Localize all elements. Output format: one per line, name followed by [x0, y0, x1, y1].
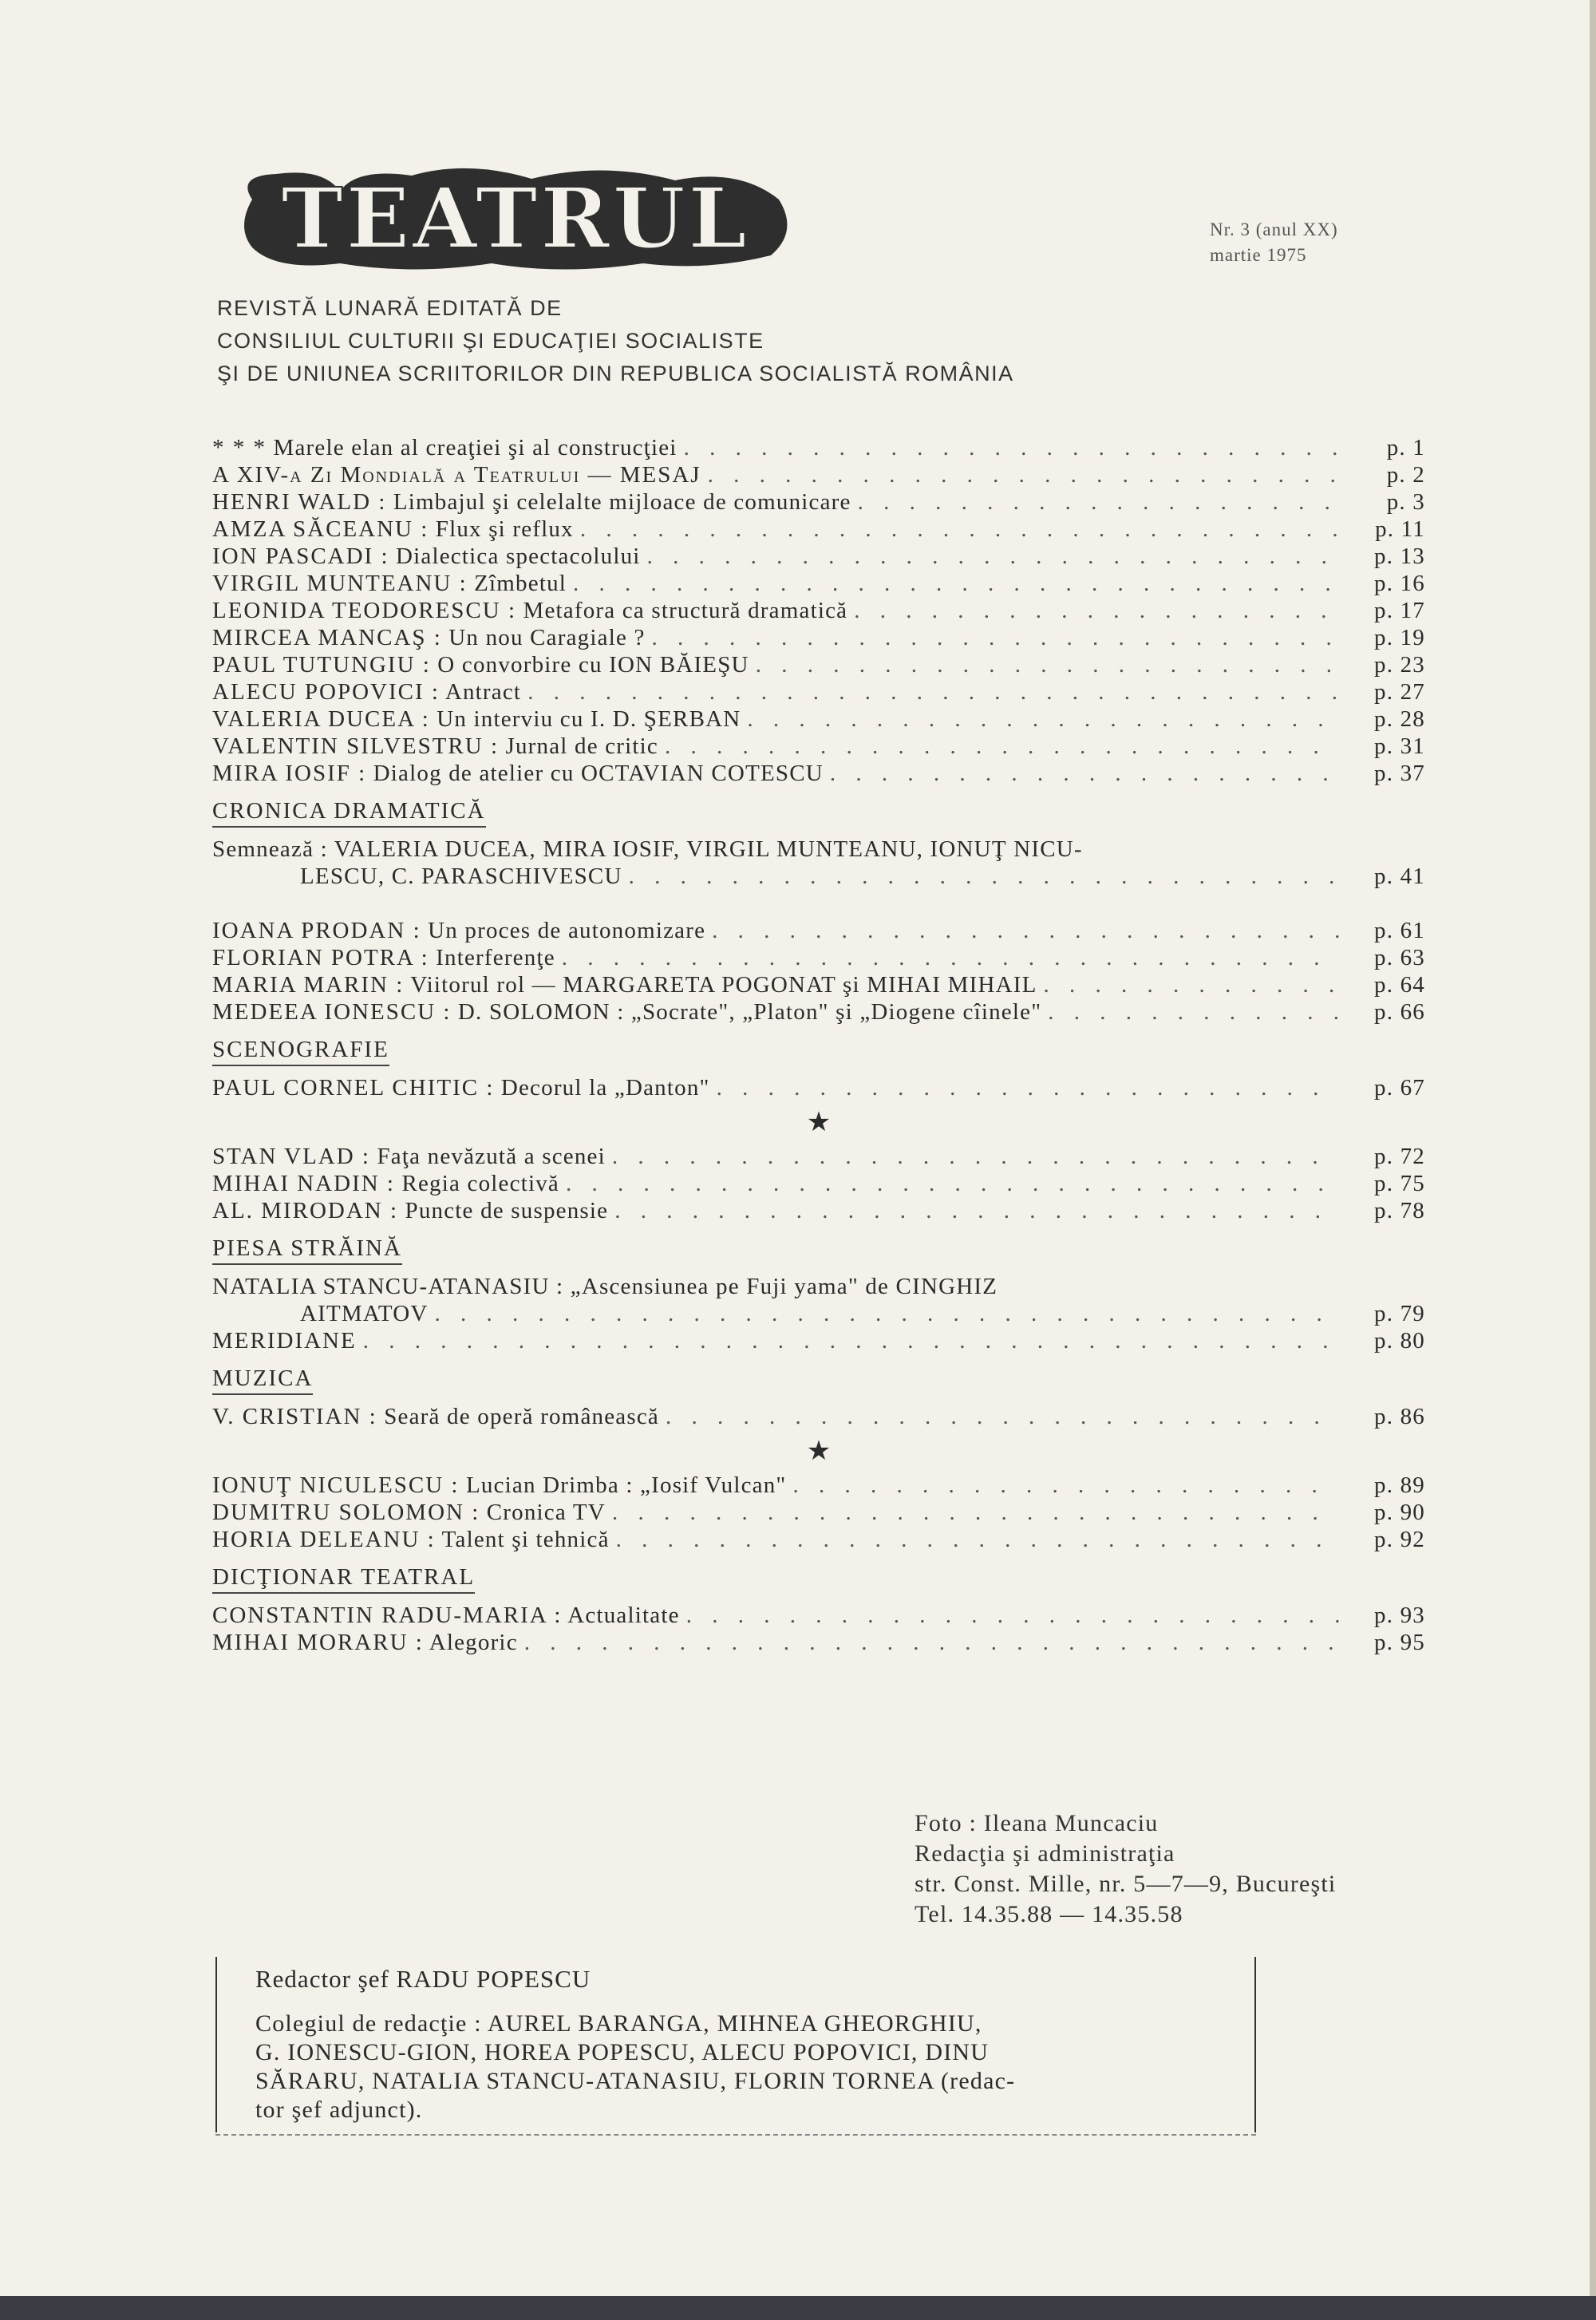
toc-leader: [756, 651, 1339, 678]
toc-entry[interactable]: [212, 998, 1425, 1026]
toc-entry[interactable]: [212, 1526, 1425, 1553]
toc-title: Flux şi reflux: [435, 516, 574, 542]
toc-page: p. 37: [1374, 761, 1425, 786]
college-line: G. IONESCU-GION, HOREA POPESCU, ALECU POPOVICI, DINU: [255, 2039, 990, 2065]
logo-text: TEATRUL: [281, 169, 750, 267]
toc-entry[interactable]: [212, 543, 1425, 570]
toc-leader: [652, 624, 1339, 651]
toc-title: LESCU, C. PARASCHIVESCU: [300, 864, 622, 889]
toc-author: AMZA SĂCEANU :: [212, 516, 429, 542]
toc-title: Actualitate: [567, 1603, 680, 1628]
toc-leader: [614, 1197, 1339, 1224]
toc-leader: [1044, 971, 1340, 998]
toc-entry[interactable]: [212, 461, 1425, 488]
toc-author: MIHAI NADIN :: [212, 1171, 395, 1196]
toc-entry[interactable]: [212, 1602, 1425, 1629]
toc-entry[interactable]: [212, 1143, 1425, 1170]
toc-title: Puncte de suspensie: [405, 1198, 609, 1223]
star-icon: ★: [806, 1437, 832, 1466]
section-heading-dictionar: DICŢIONAR TEATRAL: [212, 1564, 475, 1594]
toc-title: Alegoric: [429, 1630, 518, 1655]
toc-page: p. 93: [1374, 1603, 1425, 1628]
section-heading-scenografie: SCENOGRAFIE: [212, 1037, 389, 1066]
toc-leader: [717, 1074, 1339, 1101]
toc-leader: [708, 461, 1339, 488]
signatories-line: Semnează : VALERIA DUCEA, MIRA IOSIF, VIRGIL MUNTEANU, IONUŢ NICU-: [212, 836, 1083, 862]
toc-entry[interactable]: [212, 1197, 1425, 1224]
toc-author: AL. MIRODAN :: [212, 1198, 399, 1223]
toc-page: p. 41: [1374, 864, 1425, 889]
toc-entry[interactable]: [212, 944, 1425, 971]
toc-page: p. 75: [1374, 1171, 1425, 1196]
toc-entry[interactable]: [212, 1499, 1425, 1526]
toc-leader: [612, 1143, 1339, 1170]
toc-leader: [435, 1300, 1339, 1327]
toc-author: ION PASCADI :: [212, 543, 389, 569]
toc-author: ALECU POPOVICI :: [212, 679, 440, 705]
toc-page: p. 61: [1374, 918, 1425, 943]
toc-author: VALERIA DUCEA :: [212, 706, 430, 732]
toc-entry[interactable]: [212, 1472, 1425, 1499]
toc-leader: [573, 570, 1339, 597]
toc-page: p. 11: [1375, 516, 1425, 542]
college-line: Colegiul de redacţie : AUREL BARANGA, MIHNEA GHEORGHIU,: [255, 2010, 982, 2037]
subtitle-line: CONSILIUL CULTURII ŞI EDUCAŢIEI SOCIALISTE: [217, 329, 764, 353]
toc-author: * * *: [212, 435, 267, 460]
section-heading-piesa: PIESA STRĂINĂ: [212, 1235, 402, 1265]
toc-page: p. 89: [1374, 1472, 1425, 1498]
toc-leader: [686, 1602, 1339, 1629]
toc-page: p. 31: [1374, 733, 1425, 759]
toc-author: A XIV-a Zi Mondială a Teatrului — MESAJ: [212, 462, 701, 488]
toc-title: O convorbire cu ION BĂIEŞU: [437, 652, 749, 678]
address: str. Const. Mille, nr. 5—7—9, Bucureşti: [915, 1871, 1337, 1897]
editorial-office: Redacţia şi administraţia: [915, 1840, 1175, 1867]
toc-author: MIRCEA MANCAŞ :: [212, 625, 442, 650]
toc-entry[interactable]: [212, 1403, 1425, 1430]
toc-entry[interactable]: [212, 434, 1425, 461]
toc-leader: [612, 1499, 1339, 1526]
publisher-subtitle: [217, 292, 1014, 390]
toc-entry[interactable]: [212, 516, 1425, 543]
toc-entry[interactable]: [212, 733, 1425, 760]
logo-graphic: [228, 152, 803, 279]
editorial-board: [215, 1957, 1256, 2132]
cronica-signatories[interactable]: [212, 836, 1425, 890]
toc-title: Dialog de atelier cu OCTAVIAN COTESCU: [373, 761, 824, 786]
editorial-college: [255, 2010, 1216, 2124]
toc-page: p. 63: [1374, 945, 1425, 970]
toc-leader: [524, 1629, 1339, 1656]
toc-leader: [666, 1403, 1339, 1430]
piesa-entry[interactable]: [212, 1273, 1425, 1327]
toc-author: HORIA DELEANU :: [212, 1527, 436, 1552]
signatories-line-2: [212, 863, 1425, 890]
toc-page: p. 66: [1374, 999, 1425, 1025]
toc-title: Interferenţe: [436, 945, 555, 970]
toc-title: AITMATOV: [300, 1301, 429, 1326]
editor-in-chief: Redactor şef RADU POPESCU: [255, 1965, 591, 1993]
toc-author: MIHAI MORARU :: [212, 1630, 424, 1655]
college-line: tor şef adjunct).: [255, 2097, 423, 2123]
toc-leader: [566, 1170, 1339, 1197]
toc-title: Metafora ca structură dramatică: [523, 598, 848, 623]
toc-author: PAUL CORNEL CHITIC :: [212, 1075, 495, 1101]
toc-leader: [363, 1327, 1339, 1354]
toc-leader: [684, 434, 1339, 461]
star-icon: ★: [806, 1108, 832, 1137]
toc-page: p. 90: [1374, 1500, 1425, 1525]
toc-title: Un nou Caragiale ?: [448, 625, 646, 650]
toc-author: V. CRISTIAN :: [212, 1404, 377, 1429]
toc-title: Faţa nevăzută a scenei: [377, 1144, 606, 1169]
toc-title: Un interviu cu I. D. ŞERBAN: [437, 706, 741, 732]
toc-title: Talent şi tehnică: [441, 1527, 610, 1552]
toc-title: D. SOLOMON : „Socrate", „Platon" şi „Diogene cîinele": [457, 999, 1042, 1025]
toc-author: MIRA IOSIF :: [212, 761, 367, 786]
section-heading-muzica: MUZICA: [212, 1366, 313, 1395]
subtitle-line: ŞI DE UNIUNEA SCRIITORILOR DIN REPUBLICA SOCIALISTĂ ROMÂNIA: [217, 362, 1014, 385]
toc-page: p. 16: [1374, 571, 1425, 596]
toc-author: STAN VLAD :: [212, 1144, 370, 1169]
toc-page: p. 78: [1374, 1198, 1425, 1223]
toc-leader: [629, 863, 1339, 890]
toc-page: p. 95: [1374, 1630, 1425, 1655]
toc-author: PAUL TUTUNGIU :: [212, 652, 431, 678]
toc-title: Limbajul şi celelalte mijloace de comunicare: [393, 489, 851, 515]
spacer: [212, 890, 1425, 917]
toc-page: p. 67: [1374, 1075, 1425, 1101]
toc-author: VIRGIL MUNTEANU :: [212, 571, 468, 596]
toc-title: Dialectica spectacolului: [395, 543, 641, 569]
toc-page: p. 86: [1374, 1404, 1425, 1429]
subtitle-line: REVISTĂ LUNARĂ EDITATĂ DE: [217, 296, 563, 320]
toc-title: Zîmbetul: [474, 571, 567, 596]
piesa-line: NATALIA STANCU-ATANASIU : „Ascensiunea pe Fuji yama" de CINGHIZ: [212, 1274, 998, 1299]
toc-page: p. 72: [1374, 1144, 1425, 1169]
toc-page: p. 92: [1374, 1527, 1425, 1552]
toc-title: Un proces de autonomizare: [428, 918, 706, 943]
toc-leader: [830, 760, 1339, 787]
issue-info: [1210, 217, 1338, 268]
toc-author: VALENTIN SILVESTRU :: [212, 733, 500, 759]
toc-entry[interactable]: [212, 678, 1425, 705]
toc-title: Viitorul rol — MARGARETA POGONAT şi MIHAI MIHAIL: [410, 972, 1037, 998]
toc-title: Jurnal de critic: [505, 733, 658, 759]
scan-border: [0, 2296, 1596, 2320]
toc-title: Decorul la „Danton": [500, 1075, 710, 1101]
toc-entry[interactable]: [212, 597, 1425, 624]
credits-block: [915, 1808, 1336, 1930]
toc-leader: [1048, 998, 1339, 1026]
toc-page: p. 19: [1374, 625, 1425, 650]
toc-title: Antract: [444, 679, 522, 705]
toc-leader: [562, 944, 1339, 971]
toc-entry[interactable]: [212, 917, 1425, 944]
phone: Tel. 14.35.88 — 14.35.58: [915, 1901, 1183, 1927]
toc-page: p. 3: [1386, 489, 1425, 515]
toc-entry[interactable]: [212, 1074, 1425, 1101]
masthead-logo: [228, 152, 803, 279]
toc-author: MEDEEA IONESCU :: [212, 999, 452, 1025]
toc-entry[interactable]: [212, 971, 1425, 998]
piesa-line-2: [212, 1300, 1425, 1327]
toc-entry[interactable]: [212, 705, 1425, 733]
toc-leader: [858, 488, 1339, 516]
toc-leader: [792, 1472, 1339, 1499]
toc-page: p. 28: [1374, 706, 1425, 732]
toc-title: MERIDIANE: [212, 1328, 357, 1354]
toc-title: Seară de operă românească: [384, 1404, 659, 1429]
college-line: SĂRARU, NATALIA STANCU-ATANASIU, FLORIN TORNEA (redac-: [255, 2068, 1016, 2094]
toc-entry[interactable]: [212, 1629, 1425, 1656]
toc-leader: [712, 917, 1339, 944]
toc-entry[interactable]: [212, 624, 1425, 651]
toc-leader: [527, 678, 1339, 705]
toc-title: Marele elan al creaţiei şi al construcţiei: [273, 435, 678, 460]
toc-intro: [212, 434, 1425, 787]
toc-entry[interactable]: [212, 651, 1425, 678]
photo-credit: Foto : Ileana Muncaciu: [915, 1810, 1159, 1836]
toc-page: p. 13: [1374, 543, 1425, 569]
toc-page: p. 80: [1374, 1328, 1425, 1354]
toc-author: LEONIDA TEODORESCU :: [212, 598, 517, 623]
page-edge: [1590, 0, 1596, 2320]
toc-leader: [854, 597, 1339, 624]
toc-entry[interactable]: [212, 570, 1425, 597]
toc-leader: [647, 543, 1339, 570]
toc-author: MARIA MARIN :: [212, 972, 405, 998]
toc-page: p. 64: [1374, 972, 1425, 998]
toc-author: DUMITRU SOLOMON :: [212, 1500, 480, 1525]
toc-entry[interactable]: [212, 488, 1425, 516]
toc-author: HENRI WALD :: [212, 489, 387, 515]
issue-number: Nr. 3 (anul XX): [1210, 219, 1338, 239]
toc-title: Cronica TV: [486, 1500, 606, 1525]
toc-title: Regia colectivă: [401, 1171, 559, 1196]
toc-page: p. 23: [1374, 652, 1425, 678]
toc-page: p. 1: [1386, 435, 1425, 460]
toc-author: CONSTANTIN RADU-MARIA :: [212, 1603, 563, 1628]
toc-author: IONUŢ NICULESCU :: [212, 1472, 460, 1498]
board-divider: [215, 2134, 1256, 2136]
toc-entry-meridiane[interactable]: [212, 1327, 1425, 1354]
toc-title: Lucian Drimba : „Iosif Vulcan": [465, 1472, 787, 1498]
toc-leader: [747, 705, 1339, 733]
issue-date: martie 1975: [1210, 245, 1307, 265]
toc-entry[interactable]: [212, 1170, 1425, 1197]
toc-leader: [665, 733, 1339, 760]
toc-leader: [616, 1526, 1339, 1553]
toc-page: p. 2: [1386, 462, 1425, 488]
toc-author: FLORIAN POTRA :: [212, 945, 429, 970]
section-heading-cronica: CRONICA DRAMATICĂ: [212, 798, 486, 828]
toc-page: p. 17: [1374, 598, 1425, 623]
toc-author: IOANA PRODAN :: [212, 918, 421, 943]
toc-leader: [580, 516, 1339, 543]
toc-entry[interactable]: [212, 760, 1425, 787]
table-of-contents: [212, 434, 1425, 1656]
toc-page: p. 79: [1374, 1301, 1425, 1326]
toc-page: p. 27: [1374, 679, 1425, 705]
